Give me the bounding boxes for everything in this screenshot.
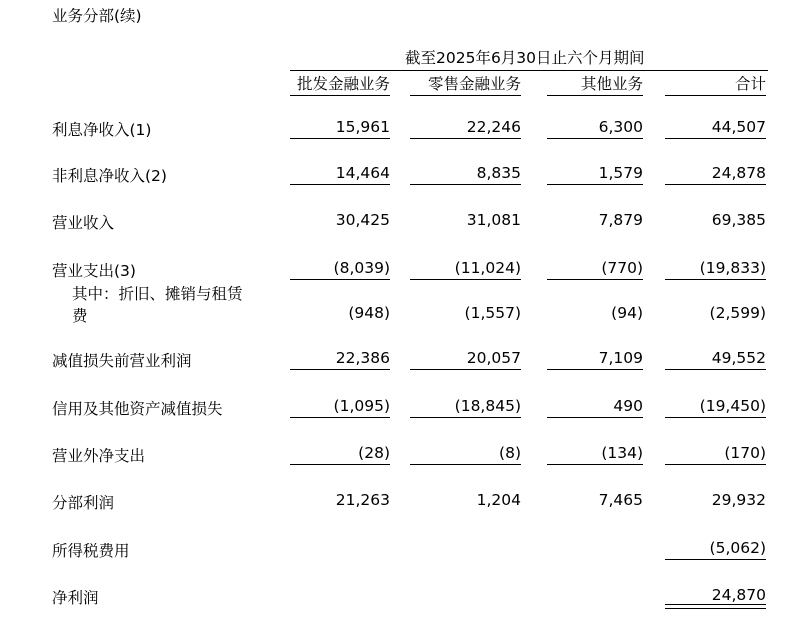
table-cell: 14,464	[335, 164, 390, 182]
table-cell: (11,024)	[454, 259, 521, 277]
table-cell: 7,879	[598, 211, 643, 229]
table-cell: 24,878	[711, 164, 766, 182]
row-underline	[290, 369, 390, 370]
row-underline	[410, 138, 521, 139]
row-label-net-interest-income: 利息净收入(1)	[52, 121, 152, 139]
table-cell: (19,450)	[699, 397, 766, 415]
table-cell: 1,579	[598, 164, 643, 182]
table-cell: 1,204	[476, 491, 521, 509]
table-cell: 8,835	[476, 164, 521, 182]
table-cell: (28)	[358, 444, 390, 462]
row-underline	[290, 138, 390, 139]
row-underline	[547, 464, 643, 465]
table-cell: (18,845)	[454, 397, 521, 415]
table-cell: 7,109	[598, 349, 643, 367]
table-cell: 6,300	[598, 118, 643, 136]
row-label-segment-profit: 分部利润	[52, 494, 115, 512]
table-cell: (2,599)	[709, 304, 766, 322]
period-divider	[290, 70, 768, 71]
table-cell: (19,833)	[699, 259, 766, 277]
row-label-operating-expenses: 营业支出(3)	[52, 262, 136, 280]
table-cell: 490	[613, 397, 643, 415]
header-underline	[547, 95, 643, 96]
row-underline	[290, 279, 390, 280]
row-label-operating-income: 营业收入	[52, 214, 115, 232]
header-underline	[290, 95, 390, 96]
table-cell: 22,386	[335, 349, 390, 367]
row-underline	[410, 369, 521, 370]
row-underline	[665, 279, 766, 280]
table-cell: 7,465	[598, 491, 643, 509]
row-underline	[665, 184, 766, 185]
table-cell: 29,932	[711, 491, 766, 509]
table-cell: 30,425	[335, 211, 390, 229]
row-label-depreciation-line1: 其中：折旧、摊销与租赁	[72, 285, 243, 303]
row-underline	[665, 138, 766, 139]
table-cell: 15,961	[335, 118, 390, 136]
column-header-total: 合计	[734, 75, 766, 93]
table-cell: (8)	[499, 444, 521, 462]
section-title: 业务分部(续)	[52, 7, 142, 25]
row-label-net-non-interest-income: 非利息净收入(2)	[52, 167, 167, 185]
row-underline	[410, 464, 521, 465]
row-underline	[665, 417, 766, 418]
row-underline	[410, 279, 521, 280]
column-header-other: 其他业务	[580, 75, 643, 93]
table-cell: (1,557)	[464, 304, 521, 322]
table-cell: (770)	[601, 259, 643, 277]
table-cell: 49,552	[711, 349, 766, 367]
table-cell: (1,095)	[333, 397, 390, 415]
row-underline	[547, 138, 643, 139]
row-underline	[665, 369, 766, 370]
row-underline	[547, 279, 643, 280]
table-cell: (948)	[348, 304, 390, 322]
table-cell: (94)	[611, 304, 643, 322]
row-underline	[665, 464, 766, 465]
table-cell: 24,870	[711, 586, 766, 604]
double-underline	[665, 604, 766, 609]
header-underline	[410, 95, 521, 96]
row-underline	[547, 184, 643, 185]
period-header: 截至2025年6月30日止六个月期间	[405, 49, 645, 67]
table-cell: 31,081	[466, 211, 521, 229]
row-underline	[410, 417, 521, 418]
table-cell: 22,246	[466, 118, 521, 136]
row-label-credit-impairment-losses: 信用及其他资产减值损失	[52, 400, 223, 418]
table-cell: 21,263	[335, 491, 390, 509]
row-label-net-non-operating-expenses: 营业外净支出	[52, 447, 146, 465]
table-cell: (170)	[724, 444, 766, 462]
table-cell: (8,039)	[333, 259, 390, 277]
row-label-net-profit: 净利润	[52, 589, 99, 607]
row-underline	[665, 559, 766, 560]
row-underline	[290, 417, 390, 418]
row-underline	[547, 369, 643, 370]
table-cell: (5,062)	[709, 539, 766, 557]
row-label-income-tax-expense: 所得税费用	[52, 542, 130, 560]
row-label-profit-before-impairment: 减值损失前营业利润	[52, 352, 192, 370]
header-underline	[665, 95, 766, 96]
table-cell: (134)	[601, 444, 643, 462]
row-label-depreciation-line2: 费	[72, 307, 88, 325]
table-cell: 20,057	[466, 349, 521, 367]
column-header-retail: 零售金融业务	[427, 75, 521, 93]
row-underline	[547, 417, 643, 418]
table-cell: 44,507	[711, 118, 766, 136]
row-underline	[290, 184, 390, 185]
row-underline	[410, 184, 521, 185]
row-underline	[290, 464, 390, 465]
table-cell: 69,385	[711, 211, 766, 229]
column-header-wholesale: 批发金融业务	[296, 75, 390, 93]
